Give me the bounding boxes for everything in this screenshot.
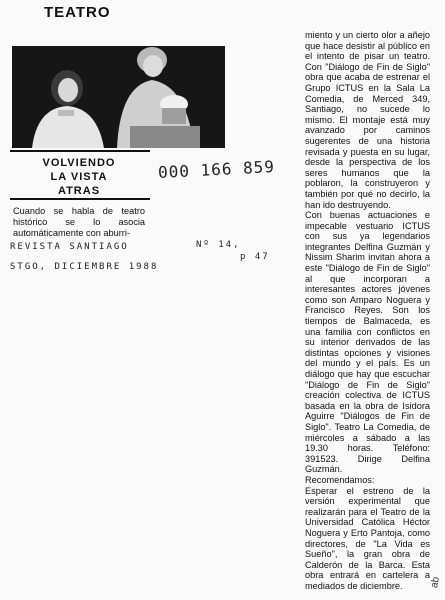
lead-paragraph: Cuando se habla de teatro histórico se lo asocia automáticamente con aburri- (13, 206, 145, 238)
handwritten-source-line-1: REVISTA SANTIAGO (10, 242, 129, 252)
headline-line-2: LA VISTA (50, 171, 108, 183)
archive-stamp: 000 166 859 (157, 156, 276, 183)
handwritten-page: p 47 (240, 252, 270, 262)
recommend-heading: Recomendamos: (305, 474, 375, 485)
headline (14, 156, 144, 198)
headline-rule-top (10, 150, 150, 152)
margin-mark: ab (429, 576, 442, 589)
column-paragraph-1: miento y un cierto olor a añejo que hace desistir al público en el intento de pisar un teatro. Con "Diálogo de Fin de Siglo" obra que acaba de estrenar el Grupo ICTUS en la Sala La Comedia, de Merced 349, Santiago, no sucede lo mismo. El montaje está muy avanzado por caminos sugerentes de una historia revisada y puesta en su lugar, desde la perspectiva de los seres humanos que la poblaron, la construyeron y también por qué no decirlo, la han ido destruyendo. (305, 30, 430, 210)
handwritten-source-line-2: STGO, DICIEMBRE 1988 (10, 262, 159, 272)
column-paragraph-3: Esperar el estreno de la versión experimental que realizarán para el Teatro de la Universidad Católica Héctor Noguera y Erto Pantoja, como directores, de "La Vida es Sueño", la gran obra de Calderón de la Barca. Esta obra entrará en cartelera a mediados de diciembre. (305, 485, 430, 591)
column-paragraph-2: Con buenas actuaciones e impecable vestuario ICTUS con sus ya legendarios integrantes Delfina Guzmán y Nissim Sharim invitan ahora a este "Diálogo de Fin de Siglo" al que incorporan a interesantes actores jóvenes como son Amparo Noguera y Francisco Reyes. Son los tiempos de Balmaceda, es una familia con conflictos en su interior derivados de las distintas opciones y visiones del mundo y el país. Es un diálogo que hay que escuchar "Diálogo de Fin de Siglo" creación colectiva de ICTUS basada en la obra de Isidora Aguirre "Diálogos de Fin de Siglo". Teatro La Comedia, de miércoles a sábado a las 19.30 horas. Teléfono: 391523. Dirige Delfina Guzmán. (305, 210, 430, 475)
photo-illustration (12, 46, 225, 148)
stage-photo (12, 46, 225, 148)
headline-rule-bottom (10, 198, 150, 200)
section-title: TEATRO (44, 4, 111, 21)
article-column (305, 30, 430, 591)
headline-line-1: VOLVIENDO (42, 157, 116, 169)
headline-line-3: ATRAS (57, 185, 101, 197)
handwritten-issue: Nº 14, (196, 240, 241, 250)
